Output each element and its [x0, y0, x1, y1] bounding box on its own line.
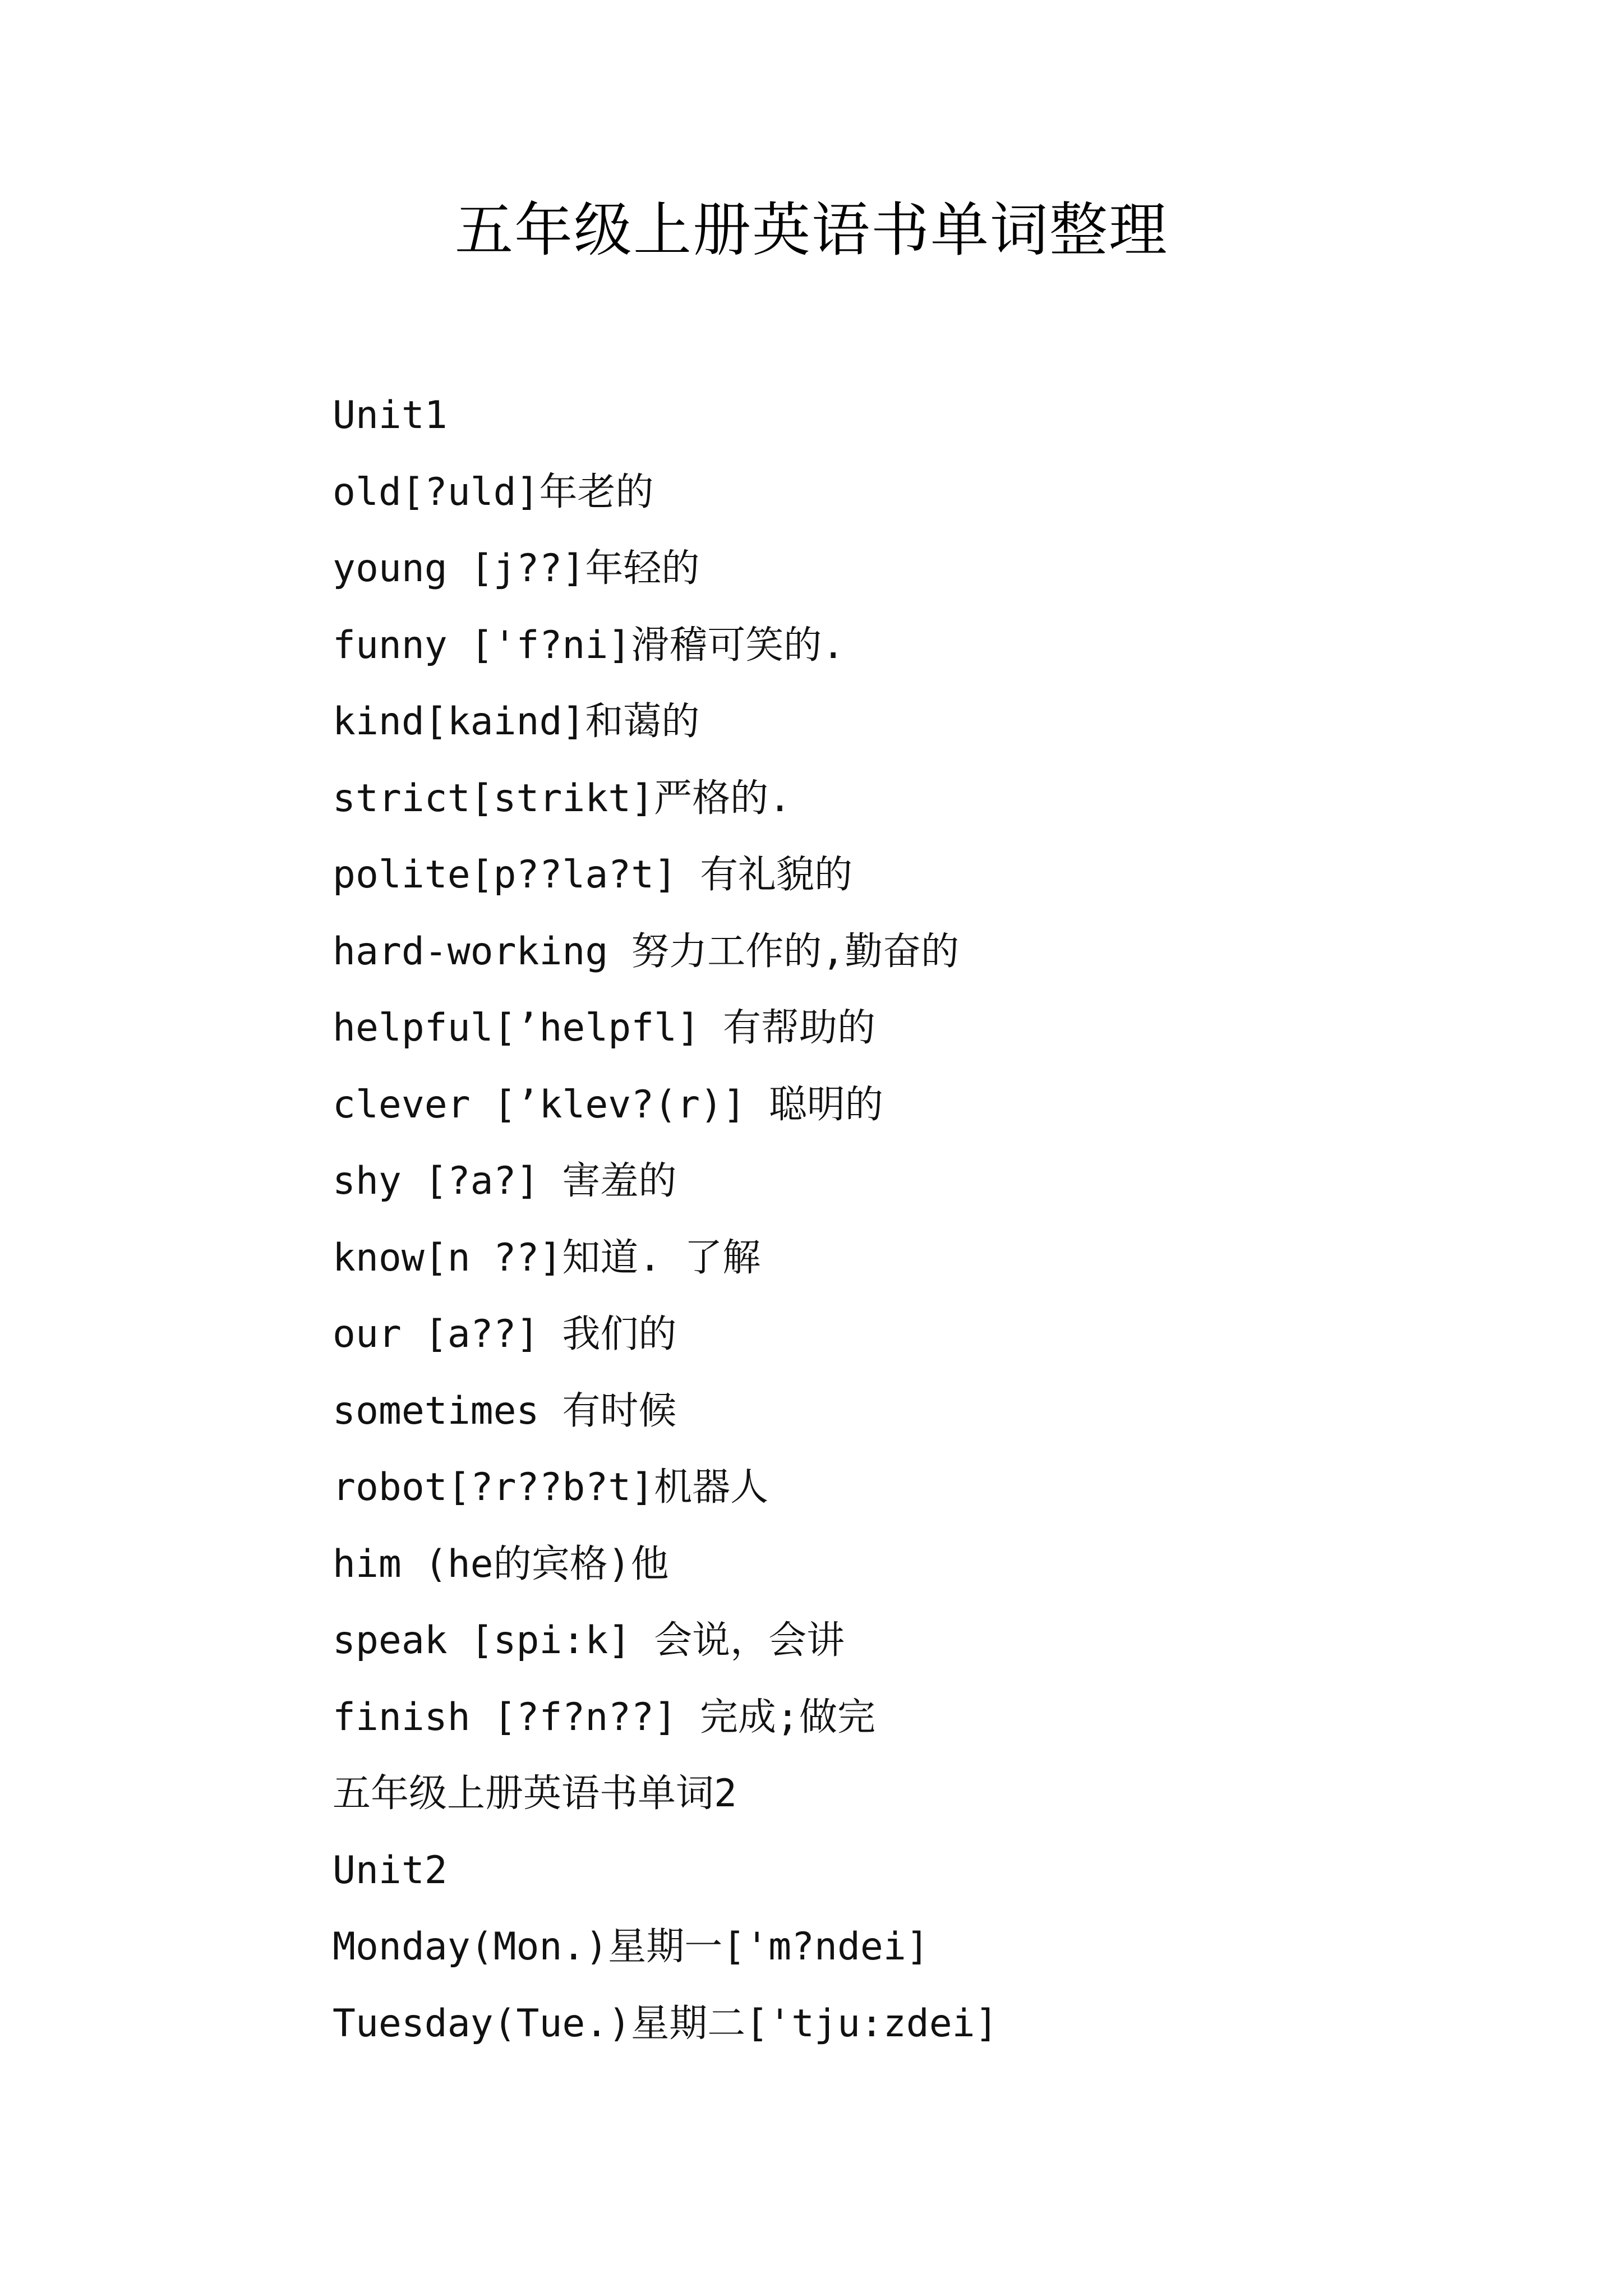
vocab-entry: shy [?a?] 害羞的 — [333, 1159, 677, 1203]
document-title: 五年级上册英语书单词整理 — [454, 196, 1168, 264]
vocab-entry: young [j??]年轻的 — [333, 546, 700, 591]
vocab-entry: hard-working 努力工作的,勤奋的 — [333, 929, 960, 974]
vocab-entry: Monday(Mon.)星期一['m?ndei] — [333, 1925, 929, 1969]
vocab-entry: finish [?f?n??] 完成;做完 — [333, 1695, 875, 1740]
vocab-entry: Tuesday(Tue.)星期二['tju:zdei] — [333, 2001, 998, 2046]
vocab-entry: clever [’klev?(r)] 聪明的 — [333, 1082, 883, 1127]
vocab-entry: speak [spi:k] 会说，会讲 — [333, 1618, 845, 1663]
vocab-entry: strict[strikt]严格的. — [333, 776, 792, 821]
vocab-entry: helpful[’helpfl] 有帮助的 — [333, 1006, 875, 1050]
vocab-entry: robot[?r??b?t]机器人 — [333, 1465, 769, 1510]
vocab-entry: know[n ??]知道. 了解 — [333, 1235, 761, 1280]
vocab-entry: our [a??] 我们的 — [333, 1312, 677, 1356]
vocabulary-list — [333, 378, 1566, 2062]
vocab-entry: kind[kaind]和蔼的 — [333, 700, 700, 744]
unit-heading-unit1: Unit1 — [333, 393, 448, 438]
vocab-entry: polite[p??la?t] 有礼貌的 — [333, 853, 853, 897]
vocab-entry: him (he的宾格)他 — [333, 1542, 669, 1586]
unit-heading-unit2: Unit2 — [333, 1848, 448, 1893]
vocab-entry: funny ['f?ni]滑稽可笑的. — [333, 623, 845, 668]
vocab-entry: sometimes 有时候 — [333, 1388, 677, 1433]
vocab-entry: old[?uld]年老的 — [333, 470, 654, 514]
section-heading: 五年级上册英语书单词2 — [333, 1772, 737, 1816]
